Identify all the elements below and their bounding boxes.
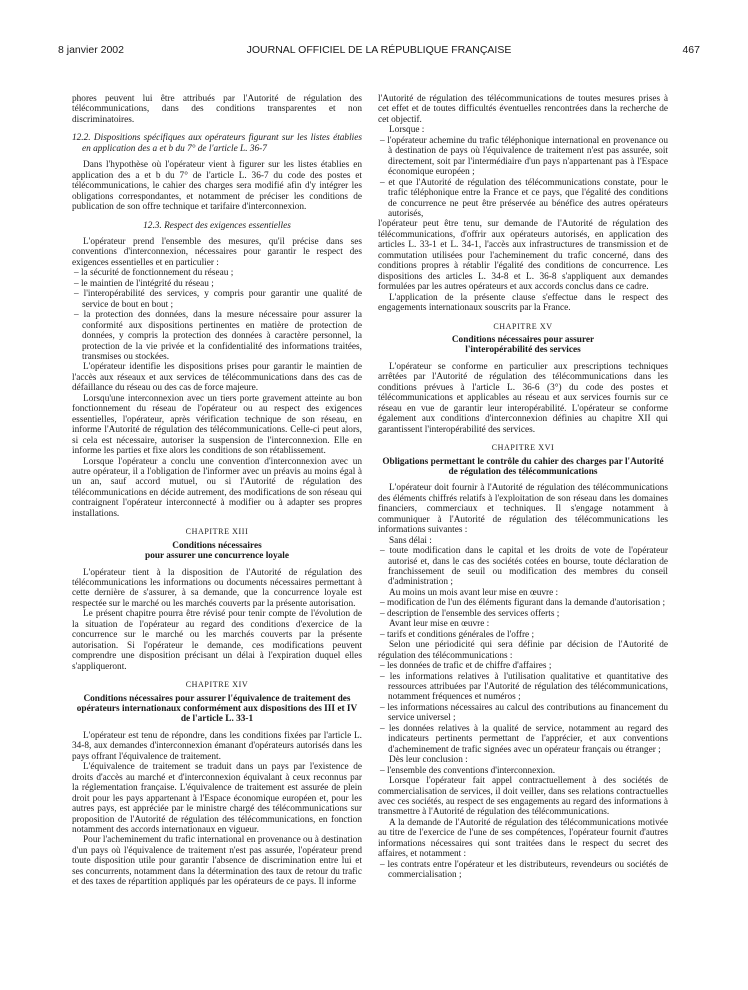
paragraph: L'opérateur doit fournir à l'Autorité de régulation des télécommunications des éléments chiffrés relatifs à l'exploitation de son réseau dans les domaines financiers, commerciaux et techniques. Il s'engage notamment à communiquer à l'Autorité de régulation des télécommunications les informations suivantes : <box>378 483 668 536</box>
header-journal-title: JOURNAL OFFICIEL DE LA RÉPUBLIQUE FRANÇAISE <box>246 44 512 56</box>
list-item: – description de l'ensemble des services offerts ; <box>380 608 560 619</box>
header-date: 8 janvier 2002 <box>58 44 124 56</box>
chapter-title-xv <box>378 335 668 356</box>
paragraph: phores peuvent lui être attribués par l'Autorité de régulation des télécommunications, dans des conditions transparentes et non discriminatoires. <box>72 94 362 125</box>
chapter-title-xvi: Obligations permettant le contrôle du cahier des charges par l'Autorité de régulation des télécommunications <box>382 456 664 477</box>
paragraph: l'Autorité de régulation des télécommunications de toutes mesures prises à cet effet et de toutes difficultés éventuelles rencontrées dans la recherche de cet objectif. <box>378 94 668 125</box>
paragraph: Pour l'acheminement du trafic international en provenance ou à destination d'un pays où l'équivalence de traitement n'est pas assurée, l'opérateur prend toute disposition utile pour garantir l'absence de discrimination entre lui et ses concurrents, notamment dans la détermination des taux de retour du trafic et des taxes de répartition appliqués par les opérateurs de ce pays. Il informe <box>72 835 362 888</box>
list-item: – la sécurité de fonctionnement du réseau ; <box>74 268 234 279</box>
paragraph: Lorsque l'opérateur a conclu une convention d'interconnexion avec un autre opérateur, il a l'obligation de l'informer avec un préavis au moins égal à un an, sauf accord mutuel, ou si l'Autorité de régulation des télécommunications en décide autrement, des modifications de son réseau qui contraignent l'opérateur interconnecté à modifier ou à adapter ses propres installations. <box>72 456 362 519</box>
paragraph: Le présent chapitre pourra être révisé pour tenir compte de l'évolution de la situation de l'opérateur au regard des conditions d'exercice de la concurrence sur le marché ou les marchés couverts par la présente autorisation. Si l'opérateur le demande, ces modifications peuvent comprendre une disposition précisant un délai à l'expiration duquel elles s'appliqueront. <box>72 609 362 672</box>
list-item: – modification de l'un des éléments figurant dans la demande d'autorisation ; <box>380 598 666 609</box>
paragraph: l'opérateur peut être tenu, sur demande de l'Autorité de régulation des télécommunications, d'offrir aux opérateurs autorisés, en application des articles L. 33-1 et L. 34-1, l'accès aux infrastructures de transmission et de commutation utilisées pour l'acheminement du trafic concerné, dans des conditions propres à rétablir l'égalité des conditions de concurrence. Les dispositions des articles L. 34-8 et L. 36-8 s'appliquent aux demandes formulées par les autres opérateurs et aux accords conclus dans ce cadre. <box>378 219 668 293</box>
paragraph: Avant leur mise en œuvre : <box>389 619 490 630</box>
list-item: – les informations relatives à l'utilisation qualitative et quantitative des ressources attribuées par l'Autorité de régulation des télécommunications, notamment fréquences et numéros ; <box>380 671 668 703</box>
paragraph: Au moins un mois avant leur mise en œuvre : <box>389 587 559 598</box>
chapter-title-line: pour assurer une concurrence loyale <box>145 551 289 562</box>
paragraph: L'opérateur tient à la disposition de l'Autorité de régulation des télécommunications les informations ou documents nécessaires permettant à cette dernière de s'assurer, à sa demande, que la concurrence loyale est respectée sur le marché ou les marchés couverts par la présente autorisation. <box>72 567 362 609</box>
page-header <box>58 44 700 62</box>
header-page-number: 467 <box>682 44 700 56</box>
list-item: – tarifs et conditions générales de l'offre ; <box>380 629 535 640</box>
right-column <box>378 94 668 881</box>
chapter-label-xiii: CHAPITRE XIII <box>185 527 249 537</box>
chapter-label-xvi: CHAPITRE XVI <box>491 443 555 453</box>
list-item: – l'interopérabilité des services, y compris pour garantir une qualité de service de bout en bout ; <box>74 289 362 310</box>
paragraph: L'opérateur se conforme en particulier aux prescriptions techniques arrêtées par l'Autorité de régulation des télécommunications dans les conditions prévues à l'article L. 36-6 (3°) du code des postes et télécommunications et applicables au réseau et aux services fournis sur ce réseau en vue de garantir leur interopérabilité. L'opérateur se conforme également aux conditions d'interconnexion définies au chapitre XII qui garantissent l'interopérabilité des services. <box>378 361 668 435</box>
list-item: – et que l'Autorité de régulation des télécommunications constate, pour le trafic téléphonique entre la France et ce pays, que l'égalité des conditions de concurrence ne peut être préservée au bénéfice des autres opérateurs autorisés, <box>380 177 668 219</box>
chapter-label-xv: CHAPITRE XV <box>493 321 553 331</box>
paragraph: A la demande de l'Autorité de régulation des télécommunications motivée au titre de l'exercice de l'une de ses compétences, l'opérateur fournit d'autres informations nécessaires qui sont traitées dans le respect du secret des affaires, et notamment : <box>378 817 668 860</box>
paragraph: Lorsque : <box>389 125 425 136</box>
section-heading-12-3: 12.3. Respect des exigences essentielles <box>143 220 291 231</box>
chapter-title-line: l'interopérabilité des services <box>465 345 581 356</box>
paragraph: Selon une périodicité qui sera définie par décision de l'Autorité de régulation des télécommunications : <box>378 640 668 661</box>
paragraph: L'application de la présente clause s'effectue dans le respect des engagements internationaux souscrits par la France. <box>378 292 668 314</box>
chapter-title-xiv: Conditions nécessaires pour assurer l'équivalence de traitement des opérateurs internationaux conformément aux dispositions des III et IV de l'article L. 33-1 <box>76 693 358 725</box>
chapter-title-line: Conditions nécessaires <box>172 540 262 551</box>
list-item: – les contrats entre l'opérateur et les distributeurs, revendeurs ou sociétés de commercialisation ; <box>380 859 668 881</box>
list-item: – toute modification dans le capital et les droits de vote de l'opérateur autorisé et, dans le cas des sociétés cotées en bourse, toute déclaration de franchissement de seuil ou modification des membres du conseil d'administration ; <box>380 546 668 588</box>
paragraph: Dans l'hypothèse où l'opérateur vient à figurer sur les listes établies en application des a et b du 7° de l'article L. 36-7 du code des postes et télécommunications, le cahier des charges sera modifié afin d'y intégrer les obligations correspondantes, et notamment de préciser les conditions de publication de son offre technique et tarifaire d'interconnexion. <box>72 160 362 213</box>
left-column <box>72 94 362 888</box>
paragraph: Lorsqu'une interconnexion avec un tiers porte gravement atteinte au bon fonctionnement du réseau de l'opérateur ou au respect des exigences essentielles, l'opérateur, après vérification technique de son réseau, en informe l'Autorité de régulation des télécommunications. Celle-ci peut alors, si cela est nécessaire, autoriser la suspension de l'interconnexion. Elle en informe les parties et fixe alors les conditions de son rétablissement. <box>72 393 362 457</box>
list-item: – le maintien de l'intégrité du réseau ; <box>74 278 214 289</box>
list-item: – les données relatives à la qualité de service, notamment au regard des indicateurs pertinents permettant de l'apprécier, et aux conventions d'acheminement de trafic signées avec un opérateur français ou étranger ; <box>380 723 668 755</box>
paragraph: L'opérateur prend l'ensemble des mesures, qu'il précise dans ses conventions d'interconnexion, nécessaires pour garantir le respect des exigences essentielles et en particulier : <box>72 236 362 268</box>
chapter-label-xiv: CHAPITRE XIV <box>185 680 249 690</box>
list-item: – les données de trafic et de chiffre d'affaires ; <box>380 661 552 672</box>
paragraph: L'équivalence de traitement se traduit dans un pays par l'existence de droits d'accès au marché et d'interconnexion équivalant à ceux reconnus par la réglementation française. L'équivalence de traitement est assurée de plein droit pour les pays appartenant à l'Espace économique européen et, pour les autres pays, est appréciée par le ministre chargé des télécommunications sur proposition de l'Autorité de régulation des télécommunications, en fonction notamment des accords internationaux en vigueur. <box>72 762 362 835</box>
section-heading-12-2: 12.2. Dispositions spécifiques aux opérateurs figurant sur les listes établies en application des a et b du 7° de l'article L. 36-7 <box>72 133 362 154</box>
paragraph: Dès leur conclusion : <box>389 755 468 766</box>
chapter-title-line: Conditions nécessaires pour assurer <box>451 334 595 345</box>
paragraph: L'opérateur identifie les dispositions prises pour garantir le maintien de l'accès aux réseaux et aux services de télécommunications dans des cas de défaillance du réseau ou des cas de force majeure. <box>72 362 362 394</box>
list-item: – l'opérateur achemine du trafic téléphonique international en provenance ou à destination de pays où l'équivalence de traitement n'est pas assurée, soit directement, soit par l'intermédiaire d'un pays n'appartenant pas à l'Espace économique européen ; <box>380 135 668 178</box>
paragraph: Sans délai : <box>389 535 432 546</box>
chapter-title-xiii <box>72 541 362 562</box>
list-item: – les informations nécessaires au calcul des contributions au financement du service universel ; <box>380 702 668 724</box>
list-item: – la protection des données, dans la mesure nécessaire pour assurer la conformité aux dispositions pertinentes en matière de protection de données, y compris la protection des données à caractère personnel, la protection de la vie privée et la confidentialité des informations traitées, transmises ou stockées. <box>74 310 362 362</box>
paragraph: Lorsque l'opérateur fait appel contractuellement à des sociétés de commercialisation de services, il doit veiller, dans ses relations contractuelles avec ces sociétés, au respect de ses engagements au regard des informations à transmettre à l'Autorité de régulation des télécommunications. <box>378 776 668 818</box>
paragraph: L'opérateur est tenu de répondre, dans les conditions fixées par l'article L. 34-8, aux demandes d'interconnexion émanant d'opérateurs autorisés dans les pays offrant l'équivalence de traitement. <box>72 730 362 762</box>
list-item: – l'ensemble des conventions d'interconnexion. <box>380 765 556 776</box>
